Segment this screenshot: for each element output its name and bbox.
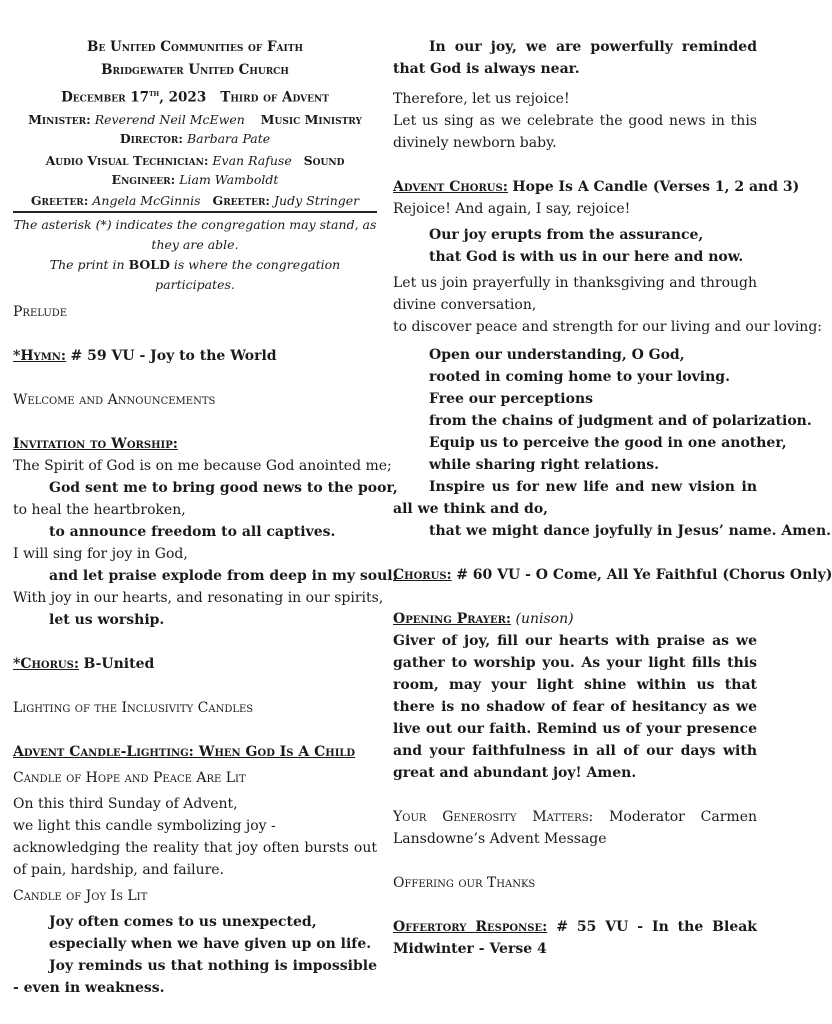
credits-tech: Audio Visual Technician: Evan Rafuse Sound Engineer: Liam Wamboldt xyxy=(45,152,345,187)
advent-chorus: Advent Chorus: Hope Is A Candle (Verses 1, 2 and 3) xyxy=(393,179,800,195)
church-name: Be United Communities of Faith xyxy=(87,39,303,55)
hope-peace-candle: Candle of Hope and Peace Are Lit xyxy=(13,769,246,786)
invitation-line: to heal the heartbroken, xyxy=(13,501,186,518)
prayer-response: Equip us to perceive the good in one another, xyxy=(429,435,787,451)
prayer-response: while sharing right relations. xyxy=(429,457,660,473)
prayer-response: rooted in coming home to your loving. xyxy=(429,369,730,385)
prayer-response: from the chains of judgment and of polarization. xyxy=(429,413,812,429)
offering-thanks: Offering our Thanks xyxy=(393,875,536,891)
invitation-response: God sent me to bring good news to the poor, xyxy=(49,479,398,496)
invitation-line: The Spirit of God is on me because God anointed me; xyxy=(13,457,392,474)
join-line: Let us join prayerfully in thanksgiving and through divine conversation, xyxy=(393,275,757,313)
joy-response: especially when we have given up on life. xyxy=(49,935,372,952)
invitation-line: I will sing for joy in God, xyxy=(13,545,188,562)
asterisk-note: The asterisk (*) indicates the congregation may stand, as they are able. xyxy=(13,216,377,252)
advent-text: On this third Sunday of Advent, xyxy=(13,795,238,812)
credits-greeters: Greeter: Angela McGinnis Greeter: Judy Stringer xyxy=(30,192,360,208)
prayer-response: Open our understanding, O God, xyxy=(429,347,685,363)
invitation-response: and let praise explode from deep in my soul. xyxy=(49,567,398,584)
advent-text: we light this candle symbolizing joy - xyxy=(13,817,276,834)
joy-response: Joy reminds us that nothing is impossible - even in weakness. xyxy=(13,957,377,996)
prelude: Prelude xyxy=(13,303,68,320)
advent-text: acknowledging the reality that joy often bursts out of pain, hardship, and failure. xyxy=(13,839,377,878)
right-column xyxy=(393,36,832,960)
invitation-line: With joy in our hearts, and resonating in our spirits, xyxy=(13,589,384,606)
opening-prayer-heading: Opening Prayer: (unison) xyxy=(393,611,574,627)
hymn-59: *Hymn: # 59 VU - Joy to the World xyxy=(13,347,277,364)
invitation-heading: Invitation to Worship: xyxy=(13,435,178,452)
discover-line: to discover peace and strength for our living and our loving: xyxy=(393,319,823,335)
rejoice-line: Therefore, let us rejoice! xyxy=(393,91,570,107)
rejoice-again: Rejoice! And again, I say, rejoice! xyxy=(393,201,631,217)
opening-prayer-text: Giver of joy, fill our hearts with praise as we gather to worship you. As your light fills this room, may your light shine within us that there is no shadow of fear of hesitancy as we live out our faith. Remind us of your presence and your faithfulness in all of our days with great and abundant joy! Amen. xyxy=(393,633,757,781)
erupt-response: that God is with us in our here and now. xyxy=(429,249,744,265)
generosity-matters: Your Generosity Matters: Moderator Carmen Lansdowne’s Advent Message xyxy=(393,809,758,847)
prayer-response: Free our perceptions xyxy=(429,391,594,407)
offertory-response: Offertory Response: # 55 VU - In the Bleak Midwinter - Verse 4 xyxy=(393,919,757,957)
sing-line: Let us sing as we celebrate the good news in this divinely newborn baby. xyxy=(393,113,757,151)
congregation-name: Bridgewater United Church xyxy=(101,62,289,78)
joy-response: Joy often comes to us unexpected, xyxy=(49,913,317,930)
chorus-60: Chorus: # 60 VU - O Come, All Ye Faithful (Chorus Only) xyxy=(393,567,832,583)
chorus-b-united: *Chorus: B-United xyxy=(13,655,155,672)
inclusivity-candles: Lighting of the Inclusivity Candles xyxy=(13,699,254,716)
erupt-response: Our joy erupts from the assurance, xyxy=(429,227,704,243)
credits-minister: Minister: Reverend Neil McEwen Music Ministry Director: Barbara Pate xyxy=(28,111,362,146)
advent-candle-heading: Advent Candle-Lighting: When God Is A Child xyxy=(13,743,356,760)
bold-note: The print in BOLD is where the congregation participates. xyxy=(49,256,341,292)
joy-near-response: In our joy, we are powerfully reminded that God is always near. xyxy=(393,39,757,77)
left-column xyxy=(13,36,398,999)
service-date: December 17th, 2023 Third of Advent xyxy=(61,88,329,106)
prayer-response: that we might dance joyfully in Jesus’ name. Amen. xyxy=(429,523,832,539)
invitation-response: to announce freedom to all captives. xyxy=(49,523,336,540)
invitation-response: let us worship. xyxy=(49,611,165,628)
prayer-response: Inspire us for new life and new vision in all we think and do, xyxy=(393,479,757,517)
header-divider xyxy=(13,211,377,213)
welcome: Welcome and Announcements xyxy=(13,391,216,408)
joy-candle: Candle of Joy Is Lit xyxy=(13,887,148,904)
